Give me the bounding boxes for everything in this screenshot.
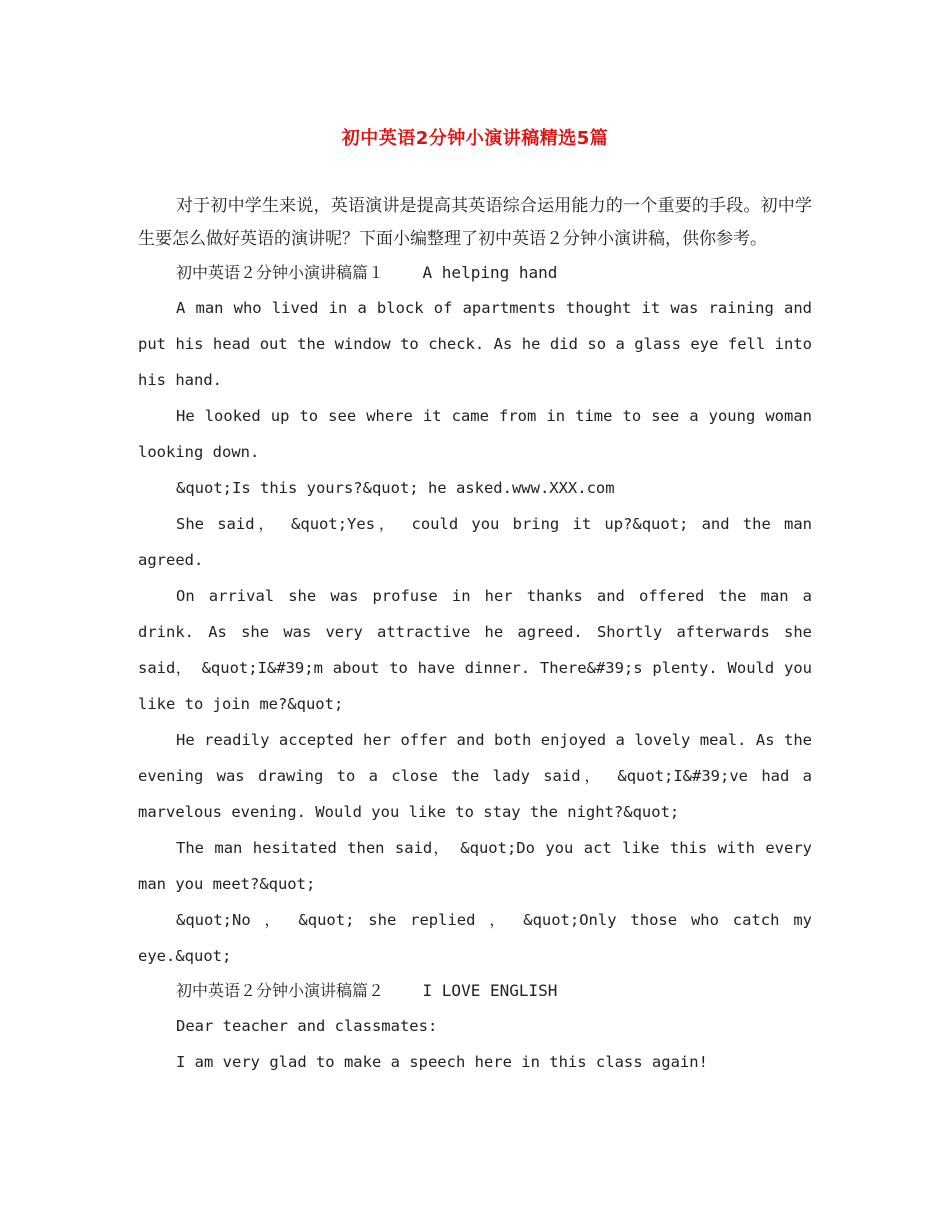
paragraph-3: &quot;Is this yours?&quot; he asked.www.XXX.com [176,479,615,497]
document-body [138,190,812,1080]
paragraph-1: A man who lived in a block of apartments thought it was raining and put his head out the window to check. As he did so a glass eye fell into his hand. [138,299,812,389]
paragraph-4: She said， &quot;Yes， could you bring it up?&quot; and the man agreed. [138,515,812,569]
paragraph-10: I am very glad to make a speech here in this class again! [176,1053,708,1071]
paragraph-2: He looked up to see where it came from in time to see a young woman looking down. [138,407,812,461]
intro-paragraph: 对于初中学生来说，英语演讲是提高其英语综合运用能力的一个重要的手段。初中学生要怎么做好英语的演讲呢？下面小编整理了初中英语２分钟小演讲稿，供你参考。 [138,196,812,249]
paragraph-9: Dear teacher and classmates: [176,1017,438,1035]
document-title: 初中英语2分钟小演讲稿精选5篇 [341,128,609,149]
paragraph-5: On arrival she was profuse in her thanks and offered the man a drink. As she was very attractive he agreed. Shortly afterwards she said， &quot;I&#39;m about to have dinner. There&#39;s plenty. Would you like to join me?&quot; [138,587,812,713]
section-heading-1: 初中英语２分钟小演讲稿篇１ A helping hand [176,263,558,282]
section-heading-2: 初中英语２分钟小演讲稿篇２ I LOVE ENGLISH [176,981,558,1000]
paragraph-8: &quot;No ， &quot; she replied ， &quot;Only those who catch my eye.&quot; [138,911,812,965]
paragraph-7: The man hesitated then said， &quot;Do you act like this with every man you meet?&quot; [138,839,812,893]
paragraph-6: He readily accepted her offer and both enjoyed a lovely meal. As the evening was drawing to a close the lady said， &quot;I&#39;ve had a marvelous evening. Would you like to stay the night?&quot; [138,731,812,821]
